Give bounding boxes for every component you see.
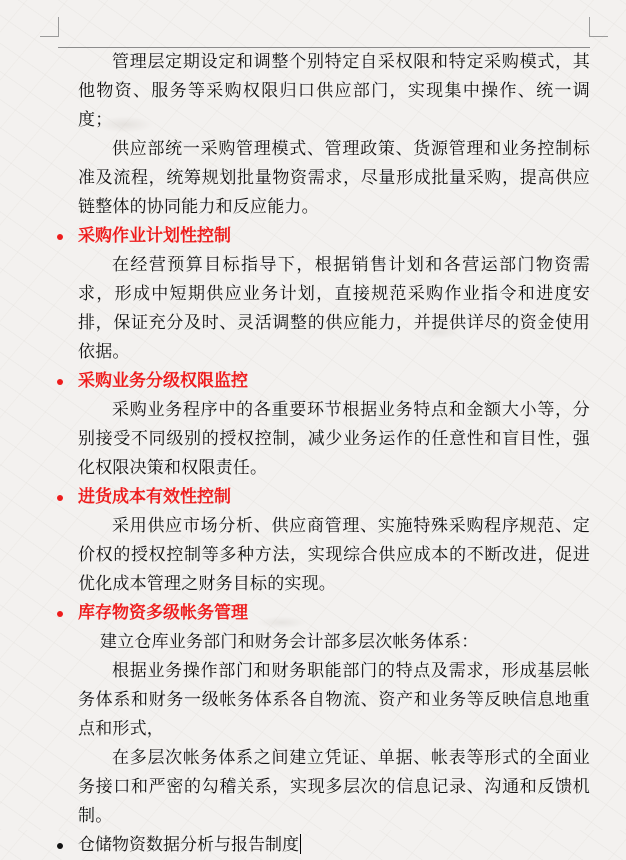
top-left-crop-mark (40, 17, 59, 37)
bullet-icon (57, 611, 63, 617)
section-heading-authority-monitoring (0, 367, 626, 396)
section-lead: 建立仓库业务部门和财务会计部多层次帐务体系： (100, 632, 479, 652)
section-heading-text: 采购作业计划性控制 (78, 226, 231, 246)
last-bullet-item[interactable] (0, 831, 626, 860)
bullet-icon (57, 379, 63, 385)
section-heading-text: 库存物资多级帐务管理 (78, 603, 248, 623)
bullet-icon (57, 495, 63, 501)
section-paragraph: 根据业务操作部门和财务职能部门的特点及需求，形成基层帐务体系和财务一级帐务体系各自物流、资产和业务等反映信息地重点和形式， (78, 661, 590, 739)
bullet-icon (57, 843, 63, 849)
section-heading-text: 进货成本有效性控制 (78, 487, 231, 507)
section-heading-cost-control (0, 483, 626, 512)
document-body[interactable] (0, 48, 626, 860)
section-paragraph: 采用供应市场分析、供应商管理、实施特殊采购程序规范、定价权的授权控制等多种方法，实现综合供应成本的不断改进，促进优化成本管理之财务目标的实现。 (78, 516, 590, 594)
last-bullet-text: 仓储物资数据分析与报告制度 (78, 835, 299, 855)
intro-paragraph-1: 管理层定期设定和调整个别特定自采权限和特定采购模式，其他物资、服务等采购权限归口供应部门，实现集中操作、统一调度； (78, 52, 590, 130)
bullet-icon (57, 234, 63, 240)
section-heading-inventory-accounting (0, 599, 626, 628)
intro-paragraph-2: 供应部统一采购管理模式、管理政策、货源管理和业务控制标准及流程，统筹规划批量物资需求，尽量形成批量采购，提高供应链整体的协同能力和反应能力。 (78, 139, 590, 217)
section-paragraph: 在多层次帐务体系之间建立凭证、单据、帐表等形式的全面业务接口和严密的勾稽关系，实现多层次的信息记录、沟通和反馈机制。 (78, 748, 590, 826)
section-heading-purchase-planning (0, 222, 626, 251)
top-right-crop-mark (589, 17, 608, 37)
text-cursor (300, 834, 301, 854)
section-paragraph: 采购业务程序中的各重要环节根据业务特点和金额大小等，分别接受不同级别的授权控制，减少业务运作的任意性和盲目性，强化权限决策和权限责任。 (78, 400, 590, 478)
section-heading-text: 采购业务分级权限监控 (78, 371, 248, 391)
section-paragraph: 在经营预算目标指导下，根据销售计划和各营运部门物资需求，形成中短期供应业务计划，直接规范采购作业指令和进度安排，保证充分及时、灵活调整的供应能力，并提供详尽的资金使用依据。 (78, 255, 590, 362)
